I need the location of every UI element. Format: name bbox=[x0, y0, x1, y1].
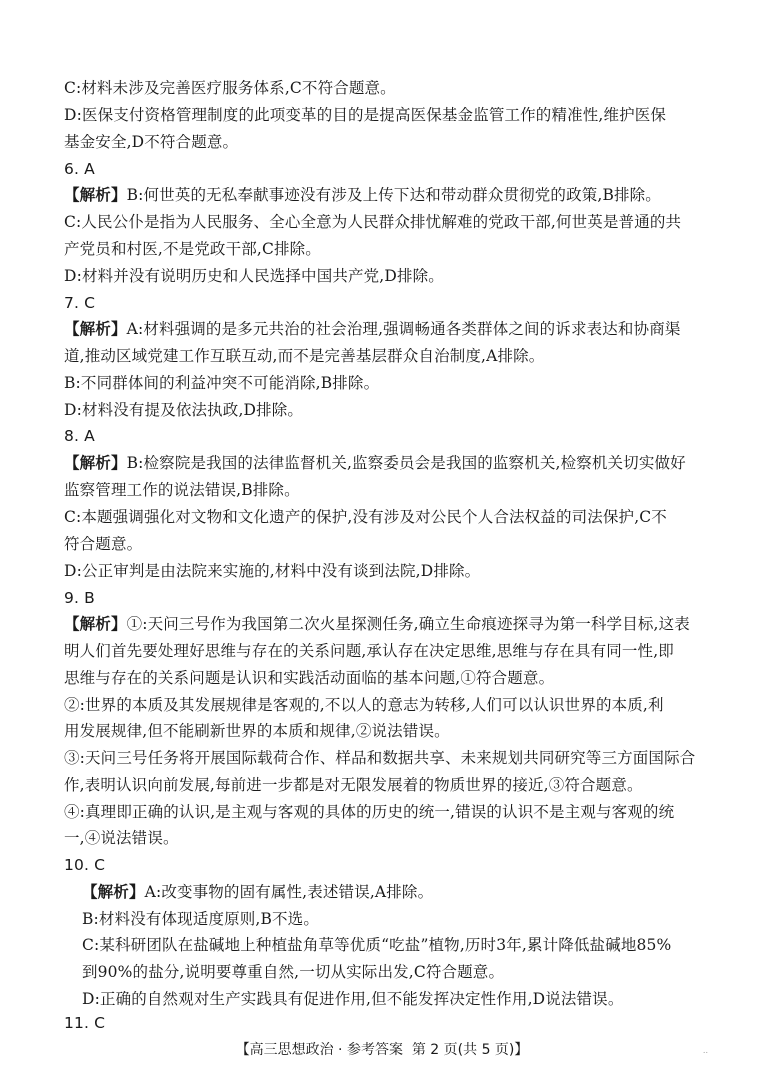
text-line: D:公正审判是由法院来实施的,材料中没有谈到法院,D排除。 bbox=[64, 562, 481, 580]
analysis-text: A:材料强调的是多元共治的社会治理,强调畅通各类群体之间的诉求表达和协商渠 bbox=[126, 320, 681, 338]
text-line: C:人民公仆是指为人民服务、全心全意为人民群众排忧解难的党政干部,何世英是普通的共 bbox=[64, 213, 682, 231]
page-footer bbox=[0, 1040, 764, 1060]
analysis-tag: 【解析】 bbox=[82, 883, 145, 901]
text-line: 监察管理工作的说法错误,B排除。 bbox=[64, 481, 300, 499]
text-line: ④:真理即正确的认识,是主观与客观的具体的历史的统一,错误的认识不是主观与客观的统 bbox=[64, 803, 675, 821]
analysis-line bbox=[64, 184, 714, 206]
question-number: 9. B bbox=[64, 589, 95, 607]
text-line: ③:天问三号任务将开展国际载荷合作、样品和数据共享、未来规划共同研究等三方面国际合 bbox=[64, 749, 696, 767]
analysis-tag: 【解析】 bbox=[64, 320, 127, 338]
text-line: 基金安全,D不符合题意。 bbox=[64, 133, 239, 151]
analysis-text: B:何世英的无私奉献事迹没有涉及上传下达和带动群众贯彻党的政策,B排除。 bbox=[126, 186, 661, 204]
analysis-text: ①:天问三号作为我国第二次火星探测任务,确立生命痕迹探寻为第一科学目标,这表 bbox=[126, 615, 690, 633]
text-line: C:材料未涉及完善医疗服务体系,C不符合题意。 bbox=[64, 79, 396, 97]
analysis-tag: 【解析】 bbox=[64, 454, 127, 472]
analysis-tag: 【解析】 bbox=[64, 615, 127, 633]
footer-title: 【高三思想政治 · 参考答案 bbox=[235, 1042, 403, 1058]
text-line: 思维与存在的关系问题是认识和实践活动面临的基本问题,①符合题意。 bbox=[64, 669, 555, 687]
analysis-tag: 【解析】 bbox=[64, 186, 127, 204]
question-number: 7. C bbox=[64, 294, 96, 312]
text-line: B:不同群体间的利益冲突不可能消除,B排除。 bbox=[64, 374, 380, 392]
text-line: 产党员和村医,不是党政干部,C排除。 bbox=[64, 240, 321, 258]
text-line: D:材料并没有说明历史和人民选择中国共产党,D排除。 bbox=[64, 267, 444, 285]
text-line: 作,表明认识向前发展,每前进一步都是对无限发展着的物质世界的接近,③符合题意。 bbox=[64, 776, 643, 794]
analysis-line bbox=[64, 613, 714, 635]
text-line: 符合题意。 bbox=[64, 535, 143, 553]
text-line: 一,④说法错误。 bbox=[64, 829, 179, 847]
question-number: 6. A bbox=[64, 160, 95, 178]
question-number: 10. C bbox=[64, 856, 106, 874]
text-line: 用发展规律,但不能刷新世界的本质和规律,②说法错误。 bbox=[64, 722, 450, 740]
question-number: 8. A bbox=[64, 427, 95, 445]
text-line: C:某科研团队在盐碱地上种植盐角草等优质“吃盐”植物,历时3年,累计降低盐碱地85% bbox=[82, 936, 672, 954]
text-line: D:正确的自然观对生产实践具有促进作用,但不能发挥决定性作用,D说法错误。 bbox=[82, 990, 624, 1008]
text-line: 到90%的盐分,说明要尊重自然,一切从实际出发,C符合题意。 bbox=[82, 963, 505, 981]
text-line: D:材料没有提及依法执政,D排除。 bbox=[64, 401, 304, 419]
text-line: 道,推动区域党建工作互联互动,而不是完善基层群众自治制度,A排除。 bbox=[64, 347, 545, 365]
text-line: D:医保支付资格管理制度的此项变革的目的是提高医保基金监管工作的精准性,维护医保 bbox=[64, 106, 667, 124]
analysis-line bbox=[82, 881, 714, 903]
text-line: 明人们首先要处理好思维与存在的关系问题,承认存在决定思维,思维与存在具有同一性,即 bbox=[64, 642, 674, 660]
footer-page-number: 第 2 页(共 5 页)】 bbox=[411, 1042, 529, 1058]
question-number: 11. C bbox=[64, 1014, 106, 1032]
corner-mark: .. bbox=[702, 1046, 708, 1055]
text-line: ②:世界的本质及其发展规律是客观的,不以人的意志为转移,人们可以认识世界的本质,利 bbox=[64, 696, 664, 714]
analysis-line bbox=[64, 452, 714, 474]
analysis-text: B:检察院是我国的法律监督机关,监察委员会是我国的监察机关,检察机关切实做好 bbox=[126, 454, 686, 472]
text-line: B:材料没有体现适度原则,B不选。 bbox=[82, 910, 319, 928]
text-line: C:本题强调强化对文物和文化遗产的保护,没有涉及对公民个人合法权益的司法保护,C不 bbox=[64, 508, 667, 526]
analysis-text: A:改变事物的固有属性,表述错误,A排除。 bbox=[144, 883, 434, 901]
analysis-line bbox=[64, 318, 714, 340]
